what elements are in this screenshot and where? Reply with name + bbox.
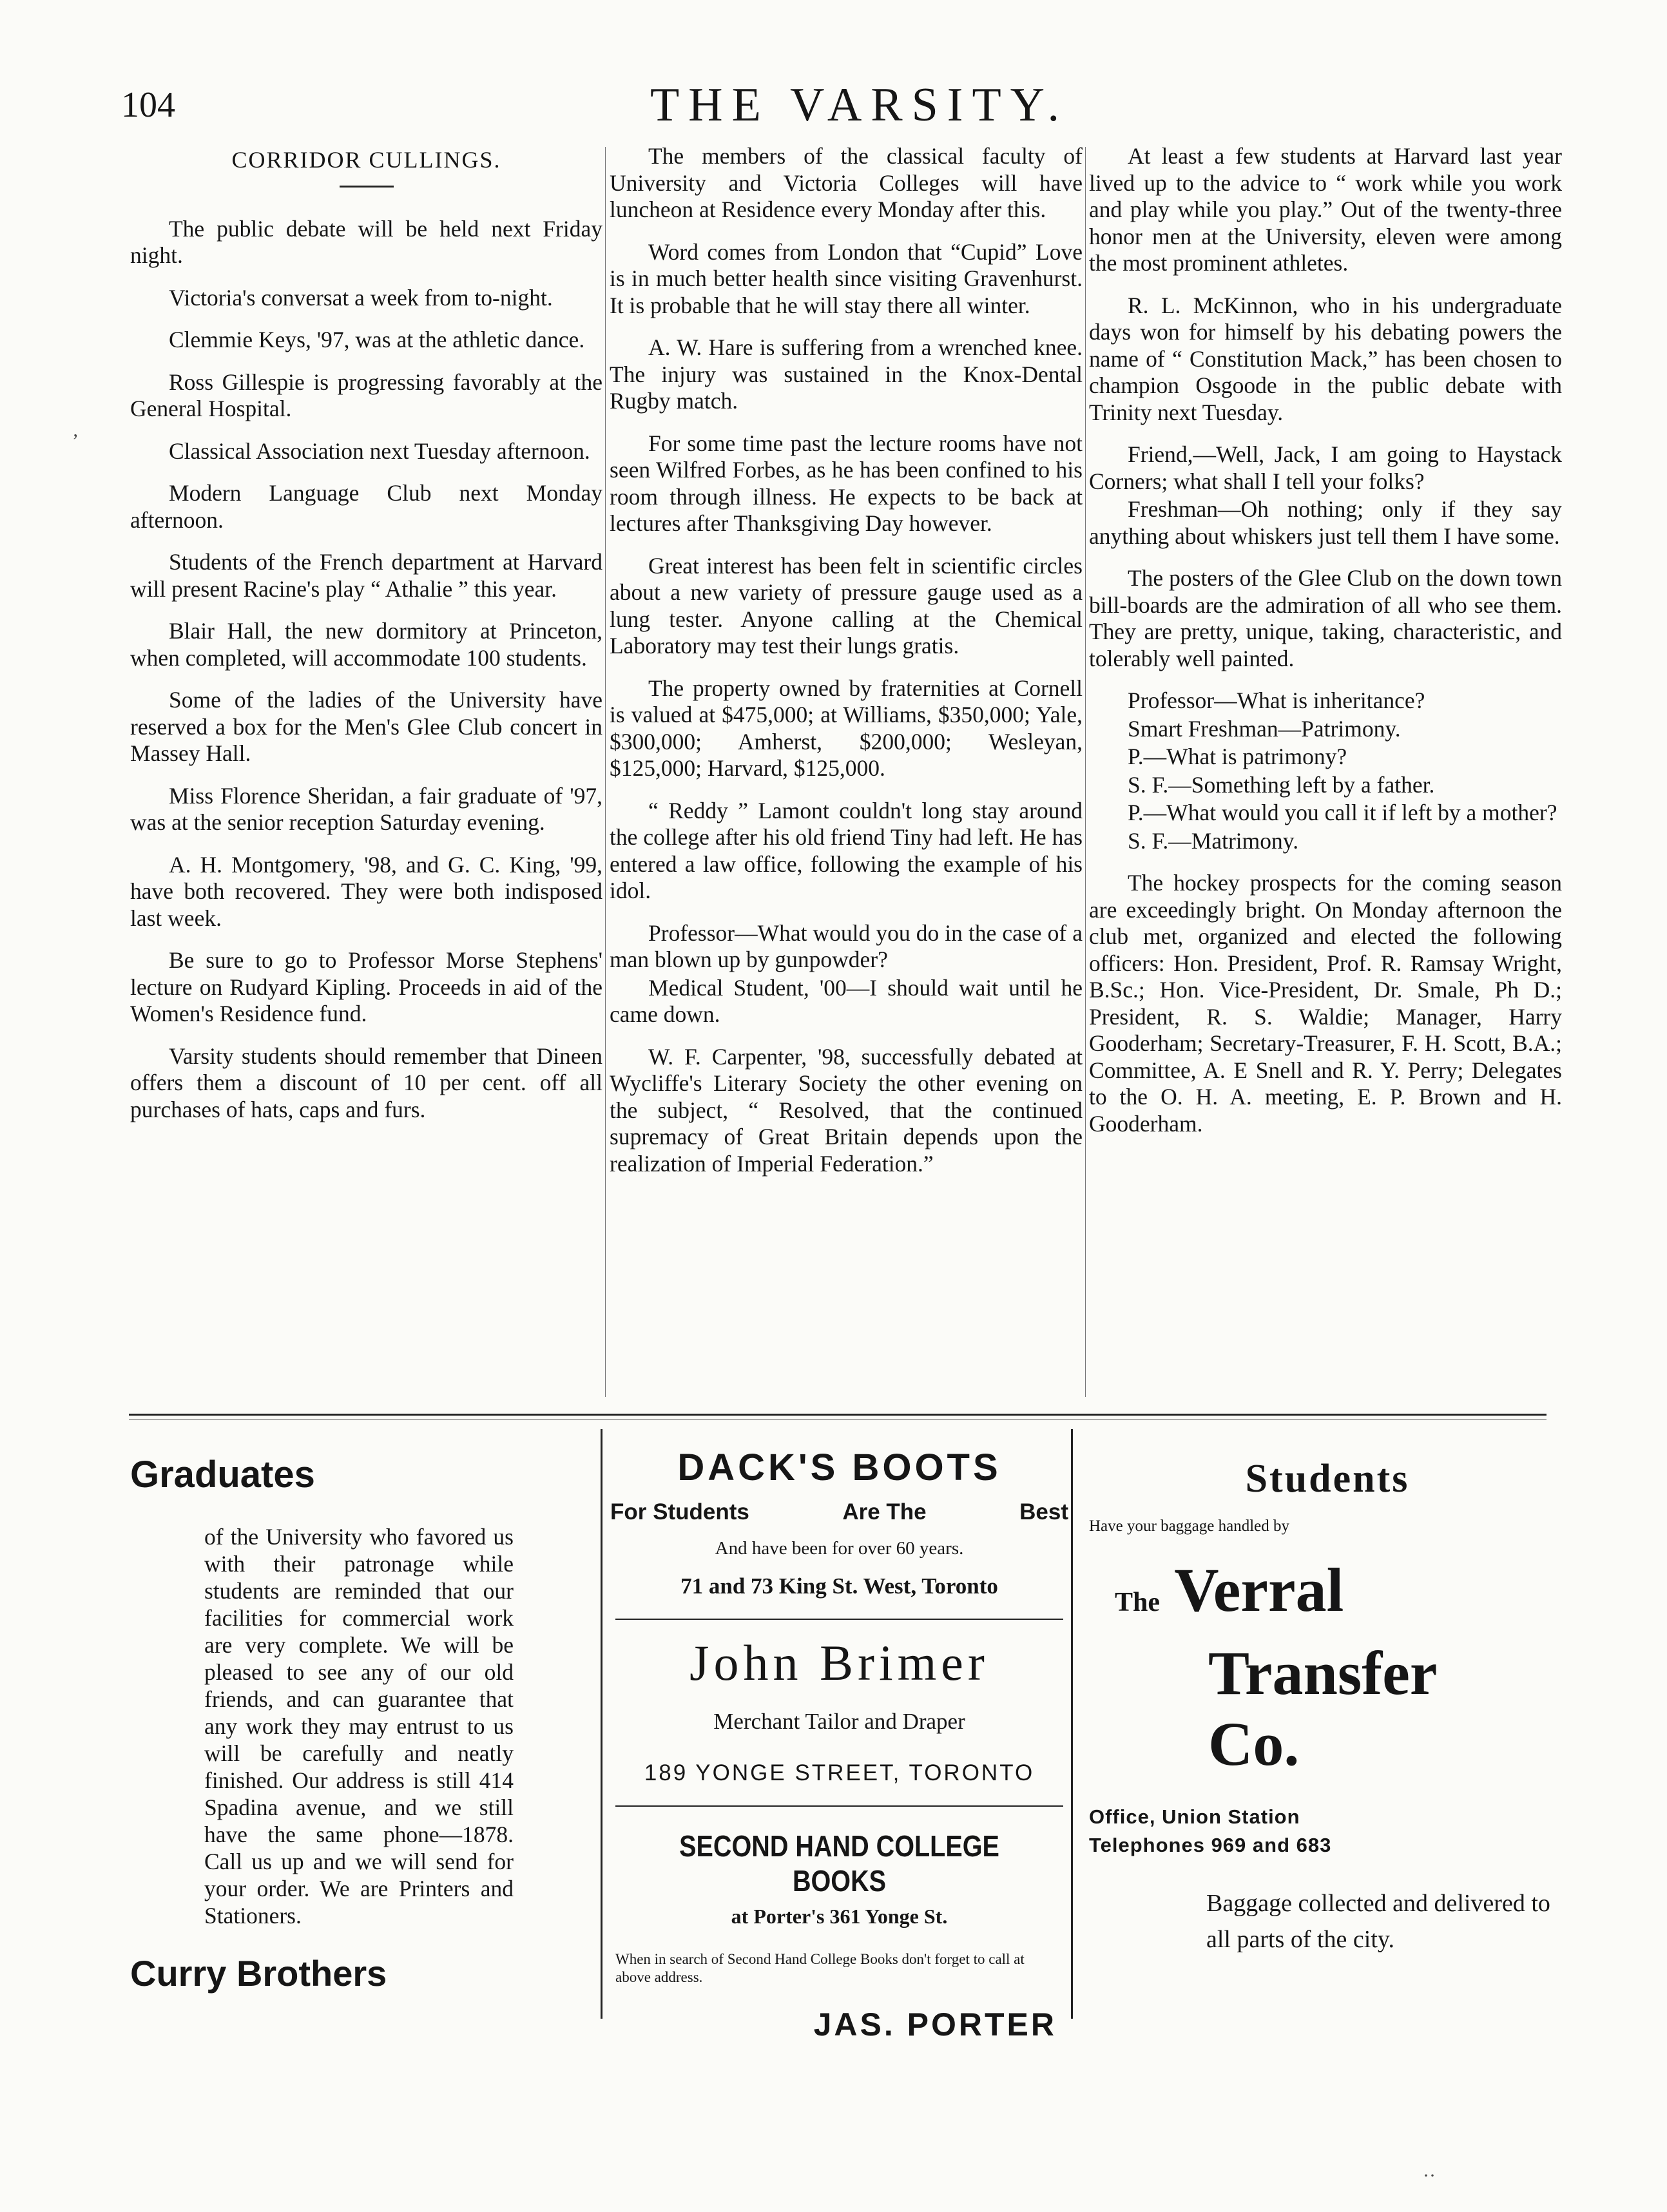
news-item: Professor—What would you do in the case of a man blown up by gunpowder?	[610, 919, 1083, 972]
verral-transfer-ad	[1089, 1456, 1566, 1957]
news-item: W. F. Carpenter, '98, successfully debated at Wycliffe's Literary Society the other evening on the subject, “ Resolved, that the continued supremacy of Great Britain depends upon the realization of Imperial Federation.”	[610, 1043, 1083, 1177]
page-rule	[129, 1414, 1547, 1416]
news-item: The posters of the Glee Club on the down town bill-boards are the admiration of all who see them. They are pretty, unique, taking, characteristic, and tolerably well painted.	[1089, 565, 1562, 671]
porter-address: at Porter's 361 Yonge St.	[731, 1905, 948, 1928]
porter-name: JAS. PORTER	[813, 2006, 1057, 2043]
verral-office: Office, Union Station	[1089, 1805, 1300, 1828]
news-item: Classical Association next Tuesday afternoon.	[169, 438, 590, 464]
verral-company-name	[1115, 1555, 1566, 1780]
news-item: “ Reddy ” Lamont couldn't long stay around the college after his old friend Tiny had left. He has entered a law office, following the example of his idol.	[610, 797, 1083, 903]
section-dash	[340, 186, 394, 188]
dacks-tag-right: Best	[1019, 1499, 1068, 1524]
graduates-ad	[130, 1453, 581, 1994]
news-item: Miss Florence Sheridan, a fair graduate of '97, was at the senior reception Saturday evening.	[130, 782, 602, 835]
news-item: Medical Student, '00—I should wait until he came down.	[610, 974, 1083, 1027]
graduates-body: of the University who favored us with their patronage while students are reminded that our facilities for commercial work are very complete. We will be pleased to see any of our old friends, and can guarantee that any work they may entrust to us will be carefully and neatly finished. Our address is still 414 Spadina avenue, and we still have the same phone—1878. Call us up and we will send for your order. We are Printers and Stationers.	[204, 1524, 514, 1928]
center-ads	[602, 1430, 1076, 2043]
news-item: Students of the French department at Harvard will present Racine's play “ Athalie ” this year.	[130, 549, 602, 602]
news-item: R. L. McKinnon, who in his undergraduate days won for himself by his debating powers the name of “ Constitution Mack,” has been chosen to champion Osgoode in the public debate with Trinity next Tuesday.	[1089, 292, 1562, 425]
news-item: Varsity students should remember that Dineen offers them a discount of 10 per cent. off all purchases of hats, caps and furs.	[130, 1043, 602, 1122]
brimer-address: 189 YONGE STREET, TORONTO	[644, 1760, 1035, 1785]
news-item: Freshman—Oh nothing; only if they say anything about whiskers just tell them I have some.	[1089, 496, 1562, 549]
verral-tagline: Have your baggage handled by	[1089, 1517, 1289, 1535]
verral-line1: Verral	[1174, 1555, 1344, 1624]
brimer-name: John Brimer	[689, 1635, 989, 1691]
ink-speck: ··	[1423, 2165, 1436, 2186]
dacks-boots-title: DACK'S BOOTS	[677, 1447, 1001, 1488]
column-3	[1089, 143, 1562, 1153]
column-1	[130, 143, 602, 1139]
dacks-address: 71 and 73 King St. West, Toronto	[680, 1573, 998, 1599]
news-item: Modern Language Club next Monday afternoon.	[130, 480, 602, 533]
ad-separator	[615, 1619, 1063, 1620]
news-item: A. H. Montgomery, '98, and G. C. King, '99, have both recovered. They were both indisposed last week.	[130, 851, 602, 931]
news-item: Friend,—Well, Jack, I am going to Haystack Corners; what shall I tell your folks?	[1089, 441, 1562, 494]
verral-line3: Co.	[1208, 1709, 1300, 1778]
dacks-tag-left: For Students	[610, 1499, 749, 1524]
news-item: A. W. Hare is suffering from a wrenched knee. The injury was sustained in the Knox-Dental Rugby match.	[610, 334, 1083, 414]
verral-phones: Telephones 969 and 683	[1089, 1834, 1332, 1856]
curry-brothers-signature: Curry Brothers	[130, 1953, 387, 1994]
dialogue-line: S. F.—Matrimony.	[1128, 827, 1299, 854]
ink-speck: ʼ	[72, 430, 79, 452]
masthead: THE VARSITY.	[650, 79, 1069, 131]
section-title: CORRIDOR CULLINGS.	[231, 147, 501, 173]
column-2	[610, 143, 1083, 1193]
ad-separator	[615, 1805, 1063, 1807]
verral-the: The	[1115, 1588, 1161, 1617]
dialogue-line: P.—What is patrimony?	[1128, 744, 1347, 769]
news-item: At least a few students at Harvard last year lived up to the advice to “ work while you work and play while you play.” Out of the twenty-three honor men at the University, eleven were among the most prominent athletes.	[1089, 143, 1562, 276]
news-item: The property owned by fraternities at Cornell is valued at $475,000; at Williams, $350,000; Yale, $300,000; Amherst, $200,000; Wesleyan, $125,000; Harvard, $125,000.	[610, 675, 1083, 781]
porter-title: SECOND HAND COLLEGE BOOKS	[679, 1829, 999, 1898]
news-item: For some time past the lecture rooms have not seen Wilfred Forbes, as he has been confined to his room through illness. He expects to be back at lectures after Thanksgiving Day however.	[610, 430, 1083, 536]
news-item: Great interest has been felt in scientific circles about a new variety of pressure gauge used as a lung tester. Anyone calling at the Chemical Laboratory may test their lungs gratis.	[610, 552, 1083, 659]
dialogue-line: S. F.—Something left by a father.	[1128, 771, 1435, 798]
porter-note: When in search of Second Hand College Books don't forget to call at above address.	[615, 1951, 1025, 1985]
students-heading: Students	[1245, 1457, 1410, 1501]
verral-service: Baggage collected and delivered to all parts of the city.	[1206, 1890, 1550, 1953]
news-item: Victoria's conversat a week from to-night.	[169, 284, 553, 311]
dialogue-line: P.—What would you call it if left by a mother?	[1128, 800, 1557, 825]
page-number: 104	[121, 85, 175, 125]
column-divider	[1085, 147, 1086, 1397]
news-item: The members of the classical faculty of University and Victoria Colleges will have luncheon at Residence every Monday after this.	[610, 143, 1083, 222]
dacks-tag-mid: Are The	[842, 1499, 927, 1524]
news-item: Word comes from London that “Cupid” Love is in much better health since visiting Gravenhurst. It is probable that he will stay there all winter.	[610, 238, 1083, 318]
dacks-since: And have been for over 60 years.	[715, 1538, 964, 1559]
dialogue-line: Professor—What is inheritance?	[1128, 688, 1425, 713]
dialogue-line: Smart Freshman—Patrimony.	[1128, 715, 1401, 742]
news-item: Some of the ladies of the University have reserved a box for the Men's Glee Club concert in Massey Hall.	[130, 687, 602, 766]
news-item: The public debate will be held next Friday night.	[130, 215, 602, 268]
news-item: Clemmie Keys, '97, was at the athletic dance.	[169, 327, 585, 352]
news-item: The hockey prospects for the coming season are exceedingly bright. On Monday afternoon the club met, organized and elected the following officers: Hon. President, Prof. R. Ramsay Wright, B.Sc.; Hon. Vice-President, Dr. Smale, Ph D.; President, R. S. Waldie; Manager, Harry Gooderham; Secretary-Treasurer, F. H. Scott, B.A.; Committee, A. E Snell and R. Y. Perry; Delegates to the O. H. A. meeting, E. P. Brown and H. Gooderham.	[1089, 870, 1562, 1137]
graduates-heading: Graduates	[130, 1454, 315, 1496]
brimer-trade: Merchant Tailor and Draper	[713, 1709, 965, 1734]
page-header	[0, 76, 1667, 134]
column-divider	[605, 147, 606, 1397]
news-item: Ross Gillespie is progressing favorably at the General Hospital.	[130, 369, 602, 421]
news-item: Be sure to go to Professor Morse Stephens' lecture on Rudyard Kipling. Proceeds in aid of the Women's Residence fund.	[130, 947, 602, 1026]
dacks-tagline	[610, 1499, 1068, 1525]
news-item: Blair Hall, the new dormitory at Princeton, when completed, will accommodate 100 students.	[130, 618, 602, 671]
verral-line2: Transfer	[1208, 1639, 1438, 1707]
